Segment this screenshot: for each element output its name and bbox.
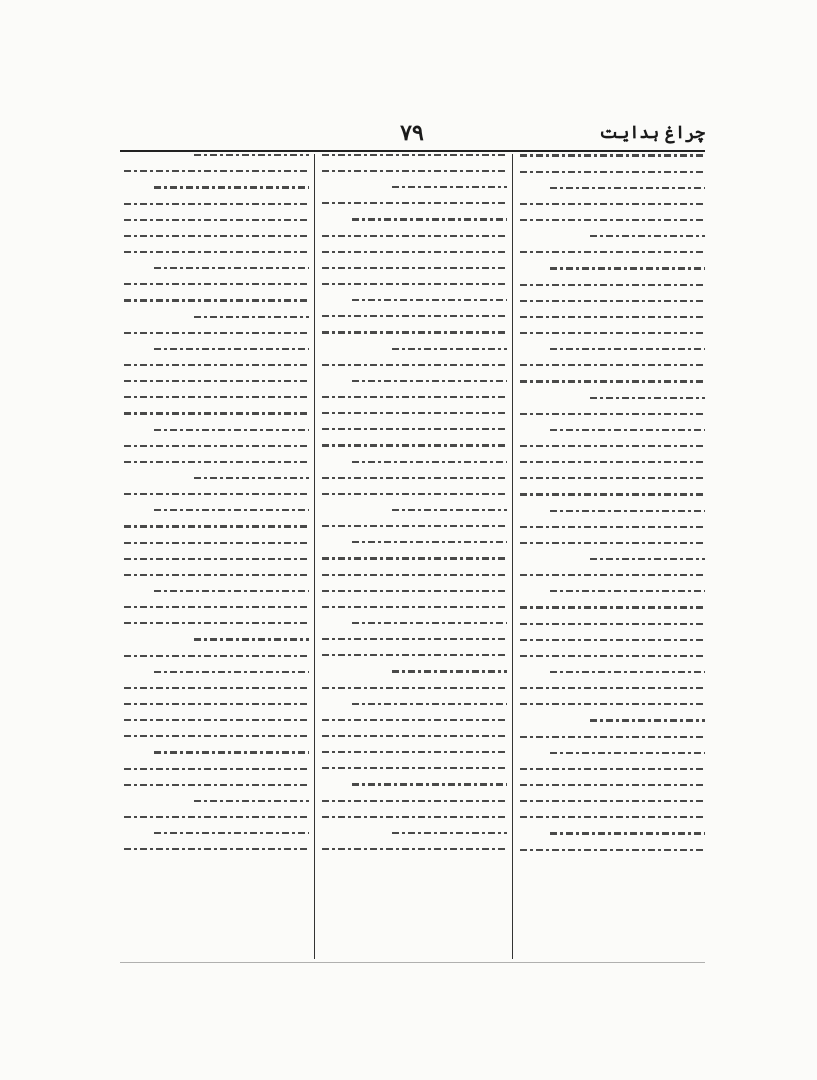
handwritten-text-line (520, 687, 705, 689)
handwritten-text-line (322, 251, 507, 253)
handwritten-text-line (124, 170, 309, 172)
page-header (120, 118, 705, 148)
handwritten-text-line (124, 719, 309, 721)
handwritten-text-line (590, 719, 705, 722)
handwritten-text-line (590, 235, 705, 237)
handwritten-text-line (124, 283, 309, 285)
handwritten-text-line (124, 380, 309, 382)
handwritten-text-line (590, 397, 705, 399)
handwritten-text-line (322, 590, 507, 592)
handwritten-text-line (520, 251, 705, 253)
column-right (520, 154, 705, 959)
handwritten-text-line (124, 235, 309, 237)
handwritten-text-line (520, 364, 705, 366)
handwritten-text-line (322, 493, 507, 495)
handwritten-text-line (520, 655, 705, 657)
handwritten-text-line (124, 768, 309, 770)
header-rule (120, 150, 705, 152)
handwritten-text-line (154, 267, 309, 269)
handwritten-text-line (124, 622, 309, 624)
handwritten-text-line (520, 332, 705, 334)
handwritten-text-line (154, 590, 309, 592)
handwritten-text-line (352, 541, 507, 543)
handwritten-text-line (392, 670, 507, 673)
handwritten-text-line (124, 606, 309, 608)
handwritten-text-line (194, 800, 309, 802)
handwritten-text-line (322, 557, 507, 560)
handwritten-text-line (194, 154, 309, 156)
handwritten-text-line (322, 687, 507, 689)
column-divider (314, 154, 315, 959)
handwritten-text-line (194, 638, 309, 641)
handwritten-text-line (550, 832, 705, 835)
handwritten-text-line (124, 655, 309, 657)
handwritten-text-line (322, 428, 507, 430)
handwritten-text-line (550, 590, 705, 592)
handwritten-text-line (322, 331, 507, 334)
handwritten-text-line (392, 348, 507, 350)
column-left (124, 154, 309, 959)
handwritten-text-line (124, 784, 309, 786)
handwritten-text-line (124, 703, 309, 705)
handwritten-text-line (520, 413, 705, 415)
page-number: ۷۹ (400, 120, 424, 146)
handwritten-text-line (322, 202, 507, 204)
handwritten-text-line (322, 574, 507, 576)
handwritten-text-line (124, 412, 309, 415)
handwritten-text-line (124, 461, 309, 463)
handwritten-text-line (322, 751, 507, 753)
handwritten-text-line (322, 848, 507, 850)
handwritten-text-line (520, 542, 705, 544)
handwritten-text-line (322, 154, 507, 156)
handwritten-text-line (124, 299, 309, 302)
handwritten-text-line (520, 445, 705, 447)
handwritten-text-line (322, 735, 507, 737)
handwritten-text-line (520, 574, 705, 576)
handwritten-text-line (124, 493, 309, 495)
handwritten-text-line (392, 186, 507, 188)
handwritten-text-line (322, 638, 507, 640)
handwritten-text-line (154, 509, 309, 511)
handwritten-text-line (124, 542, 309, 544)
handwritten-text-line (520, 493, 705, 496)
handwritten-text-line (520, 171, 705, 173)
handwritten-text-line (124, 203, 309, 205)
handwritten-text-line (154, 751, 309, 754)
bottom-rule (120, 962, 705, 963)
handwritten-text-line (550, 429, 705, 431)
handwritten-text-line (520, 477, 705, 479)
handwritten-text-line (154, 348, 309, 350)
handwritten-text-line (520, 623, 705, 625)
handwritten-text-line (520, 380, 705, 383)
handwritten-text-line (520, 639, 705, 641)
handwritten-text-line (124, 525, 309, 528)
handwritten-text-line (322, 364, 507, 366)
handwritten-text-line (124, 251, 309, 253)
handwritten-text-line (124, 445, 309, 447)
handwritten-text-line (520, 703, 705, 705)
handwritten-text-line (352, 218, 507, 221)
handwritten-text-line (550, 510, 705, 512)
handwritten-text-line (550, 348, 705, 350)
text-columns (120, 154, 705, 964)
handwritten-text-line (322, 767, 507, 769)
handwritten-text-line (322, 816, 507, 818)
handwritten-text-line (520, 736, 705, 738)
handwritten-text-line (352, 703, 507, 705)
handwritten-text-line (154, 832, 309, 834)
handwritten-text-line (322, 235, 507, 237)
handwritten-text-line (124, 558, 309, 560)
handwritten-text-line (520, 284, 705, 286)
handwritten-text-line (520, 526, 705, 528)
handwritten-text-line (124, 687, 309, 689)
handwritten-text-line (550, 671, 705, 673)
handwritten-text-line (154, 429, 309, 431)
handwritten-text-line (194, 477, 309, 479)
handwritten-text-line (322, 800, 507, 802)
handwritten-text-line (124, 816, 309, 818)
column-middle (322, 154, 507, 959)
handwritten-text-line (520, 203, 705, 205)
handwritten-text-line (322, 606, 507, 608)
handwritten-text-line (322, 477, 507, 479)
handwritten-text-line (194, 316, 309, 318)
handwritten-text-line (520, 816, 705, 818)
handwritten-text-line (520, 154, 705, 157)
column-divider (512, 154, 513, 959)
handwritten-text-line (124, 396, 309, 398)
handwritten-text-line (550, 267, 705, 270)
handwritten-text-line (520, 461, 705, 463)
handwritten-text-line (392, 509, 507, 511)
handwritten-text-line (352, 622, 507, 624)
handwritten-text-line (520, 784, 705, 786)
handwritten-text-line (352, 461, 507, 463)
handwritten-text-line (154, 186, 309, 189)
handwritten-text-line (124, 332, 309, 334)
handwritten-text-line (322, 444, 507, 447)
handwritten-text-line (154, 671, 309, 673)
handwritten-text-line (520, 300, 705, 302)
handwritten-text-line (520, 800, 705, 802)
handwritten-text-line (322, 283, 507, 285)
handwritten-text-line (124, 574, 309, 576)
handwritten-text-line (352, 380, 507, 382)
handwritten-text-line (322, 719, 507, 721)
handwritten-text-line (520, 606, 705, 609)
handwritten-text-line (352, 299, 507, 301)
handwritten-text-line (322, 267, 507, 269)
handwritten-text-line (520, 219, 705, 221)
handwritten-text-line (322, 315, 507, 317)
handwritten-text-line (322, 170, 507, 172)
handwritten-text-line (550, 752, 705, 754)
handwritten-text-line (392, 832, 507, 834)
handwritten-text-line (322, 396, 507, 398)
handwritten-text-line (590, 558, 705, 560)
handwritten-text-line (322, 654, 507, 656)
handwritten-text-line (520, 316, 705, 318)
handwritten-text-line (352, 783, 507, 786)
handwritten-text-line (124, 364, 309, 366)
handwritten-text-line (322, 525, 507, 527)
handwritten-text-line (550, 187, 705, 189)
handwritten-text-line (124, 848, 309, 850)
handwritten-text-line (124, 735, 309, 737)
running-title: چراغ ہدایت (599, 123, 705, 143)
handwritten-text-line (322, 412, 507, 414)
handwritten-text-line (520, 849, 705, 851)
handwritten-text-line (124, 219, 309, 221)
handwritten-text-line (520, 768, 705, 770)
